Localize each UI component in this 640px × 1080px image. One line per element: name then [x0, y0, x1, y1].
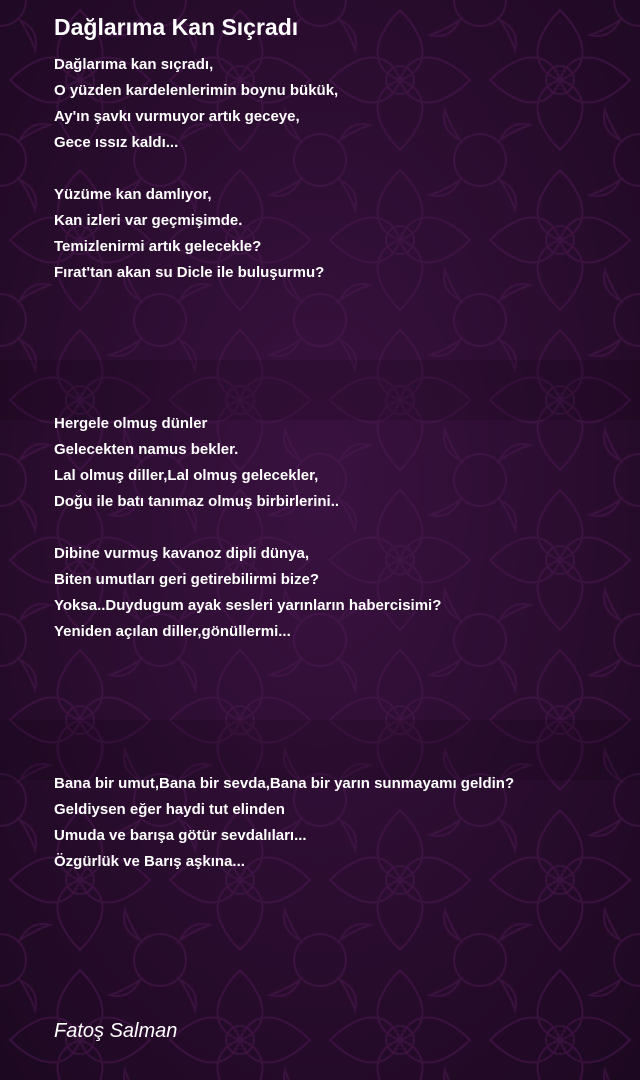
- author-name: Fatoş Salman: [54, 1020, 178, 1042]
- poem-line: Bana bir umut,Bana bir sevda,Bana bir yarın sunmayamı geldin?: [54, 775, 515, 792]
- poem-line: Dibine vurmuş kavanoz dipli dünya,: [54, 545, 310, 562]
- poem-line: Lal olmuş diller,Lal olmuş gelecekler,: [54, 467, 319, 484]
- poem-line: Gelecekten namus bekler.: [54, 441, 239, 458]
- poem-line: Yeniden açılan diller,gönüllermi...: [54, 623, 291, 640]
- poem-line: Ay'ın şavkı vurmuyor artık geceye,: [54, 108, 300, 125]
- stanza-3: [54, 411, 634, 515]
- stanza-2: [54, 182, 634, 286]
- poem-line: Umuda ve barışa götür sevdalıları...: [54, 827, 307, 844]
- poem-line: Biten umutları geri getirebilirmi bize?: [54, 571, 320, 588]
- poem-line: Gece ıssız kaldı...: [54, 134, 179, 151]
- poem-line: Geldiysen eğer haydi tut elinden: [54, 801, 285, 818]
- stanza-4: [54, 541, 634, 645]
- poem-line: Temizlenirmi artık gelecekle?: [54, 238, 262, 255]
- poem-line: Dağlarıma kan sıçradı,: [54, 56, 214, 73]
- poem-title: Dağlarıma Kan Sıçradı: [54, 14, 299, 40]
- poem-line: Fırat'tan akan su Dicle ile buluşurmu?: [54, 264, 325, 281]
- poem-line: Özgürlük ve Barış aşkına...: [54, 853, 245, 870]
- poem-line: Yoksa..Duydugum ayak sesleri yarınların habercisimi?: [54, 597, 442, 614]
- poem-line: Yüzüme kan damlıyor,: [54, 186, 212, 203]
- stanza-1: [54, 52, 634, 156]
- stanza-5: [54, 771, 634, 875]
- poem-line: O yüzden kardelenlerimin boynu bükük,: [54, 82, 339, 99]
- poem-line: Doğu ile batı tanımaz olmuş birbirlerini..: [54, 493, 340, 510]
- poem-line: Hergele olmuş dünler: [54, 415, 208, 432]
- poem-line: Kan izleri var geçmişimde.: [54, 212, 243, 229]
